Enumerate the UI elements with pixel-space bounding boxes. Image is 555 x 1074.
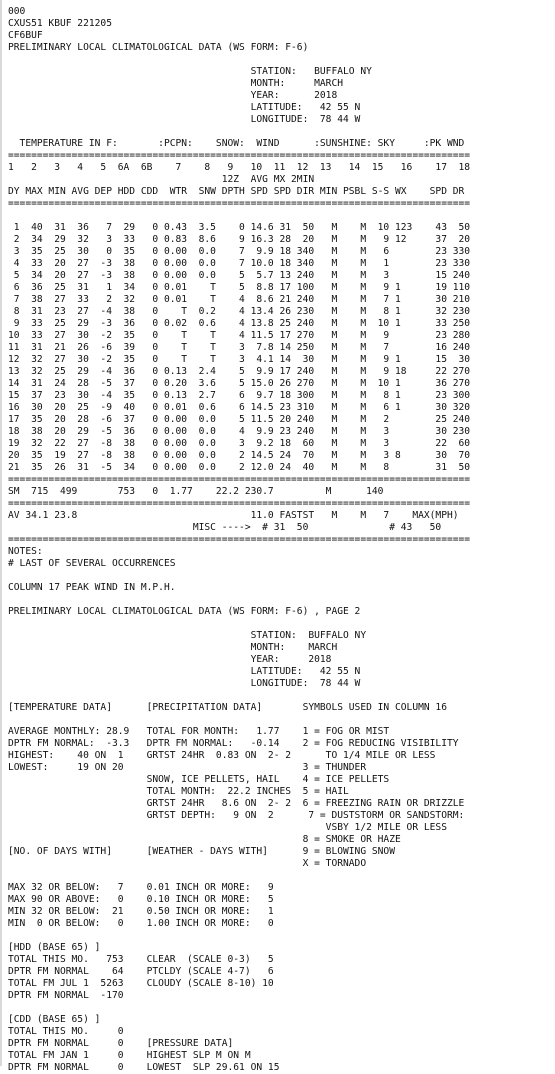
report-line: LONGITUDE: 78 44 W [8,114,361,125]
report-line: [HDD (BASE 65) ] [8,942,101,953]
report-line: MONTH: MARCH [8,642,338,653]
report-line: STATION: BUFFALO NY [8,630,367,641]
report-line [8,570,470,582]
report-line: 2 34 29 32 3 33 0 0.83 8.6 9 16.3 28 20 M M 9 12 37 20 [8,234,471,245]
report-line: X = TORNADO [8,858,367,869]
report-line: 11 31 21 26 -6 39 0 T T 3 7.8 14 250 M M 7 16 240 [8,342,471,353]
report-line: ================================================================================ [8,198,471,209]
report-line: TOTAL MONTH: 22.2 INCHES 5 = HAIL [8,786,349,797]
report-line: GRTST DEPTH: 9 ON 2 7 = DUSTSTORM OR SANDSTORM: [8,810,465,821]
report-line: 13 32 25 29 -4 36 0 0.13 2.4 5 9.9 17 240 M M 9 18 22 270 [8,366,471,377]
report-line: HIGHEST: 40 ON 1 GRTST 24HR 0.83 ON 2- 2 TO 1/4 MILE OR LESS [8,750,436,761]
left-border [0,0,2,1066]
report-line: ================================================================================ [8,150,471,161]
report-line: LATITUDE: 42 55 N [8,666,361,677]
report-line: COLUMN 17 PEAK WIND IN M.P.H. [8,582,176,593]
report-line: 14 31 24 28 -5 37 0 0.20 3.6 5 15.0 26 270 M M 10 1 36 270 [8,378,471,389]
report-line: YEAR: 2018 [8,90,338,101]
report-line: 1 2 3 4 5 6A 6B 7 8 9 10 11 12 13 14 15 16 17 18 [8,162,471,173]
report-line [8,594,470,606]
report-line: DPTR FM NORMAL: -3.3 DPTR FM NORMAL: -0.14 2 = FOG REDUCING VISIBILITY [8,738,459,749]
report-line: 4 33 20 27 -3 38 0 0.00 0.0 7 10.0 18 340 M M 1 23 330 [8,258,471,269]
report-line: VSBY 1/2 MILE OR LESS [8,822,447,833]
climate-report-text [8,6,470,1074]
report-line: TOTAL THIS MO. 753 CLEAR (SCALE 0-3) 5 [8,954,274,965]
report-line: SM 715 499 753 0 1.77 22.2 230.7 M 140 [8,486,384,497]
report-line: 5 34 20 27 -3 38 0 0.00 0.0 5 5.7 13 240 M M 3 15 240 [8,270,471,281]
report-line: MAX 32 OR BELOW: 7 0.01 INCH OR MORE: 9 [8,882,274,893]
report-line [8,690,470,702]
report-line: [TEMPERATURE DATA] [PRECIPITATION DATA] SYMBOLS USED IN COLUMN 16 [8,702,447,713]
report-line [8,54,470,66]
report-line: 12 32 27 30 -2 35 0 T T 3 4.1 14 30 M M 9 1 15 30 [8,354,471,365]
report-line: CXUS51 KBUF 221205 [8,18,112,29]
report-line: DPTR FM NORMAL 0 [PRESSURE DATA] [8,1038,234,1049]
report-line: 8 = SMOKE OR HAZE [8,834,401,845]
report-line [8,126,470,138]
report-line: 9 33 25 29 -3 36 0 0.02 0.6 4 13.8 25 240 M M 10 1 33 250 [8,318,471,329]
report-line: TEMPERATURE IN F: :PCPN: SNOW: WIND :SUNSHINE: SKY :PK WND [8,138,465,149]
report-line: 3 35 25 30 0 35 0 0.00 0.0 7 9.9 18 340 M M 6 23 330 [8,246,471,257]
report-line [8,618,470,630]
report-line: AVERAGE MONTHLY: 28.9 TOTAL FOR MONTH: 1.77 1 = FOG OR MIST [8,726,390,737]
report-line: [CDD (BASE 65) ] [8,1014,101,1025]
report-line: MAX 90 OR ABOVE: 0 0.10 INCH OR MORE: 5 [8,894,274,905]
report-line: 19 32 22 27 -8 38 0 0.00 0.0 3 9.2 18 60 M M 3 22 60 [8,438,471,449]
report-line: 17 35 20 28 -6 37 0 0.00 0.0 5 11.5 20 240 M M 2 25 240 [8,414,471,425]
report-line [8,930,470,942]
report-line: MONTH: MARCH [8,78,344,89]
report-line: DY MAX MIN AVG DEP HDD CDD WTR SNW DPTH SPD SPD DIR MIN PSBL S-S WX SPD DR [8,186,465,197]
report-line: TOTAL FM JAN 1 0 HIGHEST SLP M ON M [8,1050,251,1061]
report-line: ================================================================================ [8,474,471,485]
report-line: 15 37 23 30 -4 35 0 0.13 2.7 6 9.7 18 300 M M 8 1 23 300 [8,390,471,401]
report-line: LONGITUDE: 78 44 W [8,678,361,689]
report-line [8,870,470,882]
report-line: TOTAL FM JUL 1 5263 CLOUDY (SCALE 8-10) 10 [8,978,274,989]
report-line: 18 38 20 29 -5 36 0 0.00 0.0 4 9.9 23 240 M M 3 30 230 [8,426,471,437]
report-line: 20 35 19 27 -8 38 0 0.00 0.0 2 14.5 24 70 M M 3 8 30 70 [8,450,471,461]
report-line: NOTES: [8,546,43,557]
report-line: TOTAL THIS MO. 0 [8,1026,124,1037]
report-line: 1 40 31 36 7 29 0 0.43 3.5 0 14.6 31 50 M M 10 123 43 50 [8,222,471,233]
report-line: 6 36 25 31 1 34 0 0.01 T 5 8.8 17 100 M M 9 1 19 110 [8,282,471,293]
report-line: MISC ----> # 31 50 # 43 50 [8,522,442,533]
report-line: [NO. OF DAYS WITH] [WEATHER - DAYS WITH] 9 = BLOWING SNOW [8,846,395,857]
report-line [8,1002,470,1014]
report-line: MIN 0 OR BELOW: 0 1.00 INCH OR MORE: 0 [8,918,274,929]
report-line: MIN 32 OR BELOW: 21 0.50 INCH OR MORE: 1 [8,906,274,917]
report-line [8,210,470,222]
report-line: DPTR FM NORMAL 64 PTCLDY (SCALE 4-7) 6 [8,966,274,977]
report-line: 8 31 23 27 -4 38 0 T 0.2 4 13.4 26 230 M M 8 1 32 230 [8,306,471,317]
report-line: GRTST 24HR 8.6 ON 2- 2 6 = FREEZING RAIN OR DRIZZLE [8,798,465,809]
report-line: 21 35 26 31 -5 34 0 0.00 0.0 2 12.0 24 40 M M 8 31 50 [8,462,471,473]
report-line: SNOW, ICE PELLETS, HAIL 4 = ICE PELLETS [8,774,390,785]
report-line: 12Z AVG MX 2MIN [8,174,315,185]
report-line: # LAST OF SEVERAL OCCURRENCES [8,558,176,569]
report-line: 16 30 20 25 -9 40 0 0.01 0.6 6 14.5 23 310 M M 6 1 30 320 [8,402,471,413]
report-line: DPTR FM NORMAL 0 LOWEST SLP 29.61 ON 15 [8,1062,280,1073]
report-line: LATITUDE: 42 55 N [8,102,361,113]
report-line: PRELIMINARY LOCAL CLIMATOLOGICAL DATA (WS FORM: F-6) , PAGE 2 [8,606,361,617]
report-line: DPTR FM NORMAL -170 [8,990,124,1001]
report-line: STATION: BUFFALO NY [8,66,372,77]
report-line [8,714,470,726]
report-line: ================================================================================ [8,534,471,545]
report-line: LOWEST: 19 ON 20 3 = THUNDER [8,762,367,773]
report-line: CF6BUF [8,30,43,41]
report-line: 000 [8,6,26,17]
report-line: PRELIMINARY LOCAL CLIMATOLOGICAL DATA (WS FORM: F-6) [8,42,309,53]
report-line: ================================================================================ [8,498,471,509]
report-line: YEAR: 2018 [8,654,332,665]
report-line: AV 34.1 23.8 11.0 FASTST M M 7 MAX(MPH) [8,510,459,521]
report-line: 10 33 27 30 -2 35 0 T T 4 11.5 17 270 M M 9 23 280 [8,330,471,341]
report-line: 7 38 27 33 2 32 0 0.01 T 4 8.6 21 240 M M 7 1 30 210 [8,294,471,305]
